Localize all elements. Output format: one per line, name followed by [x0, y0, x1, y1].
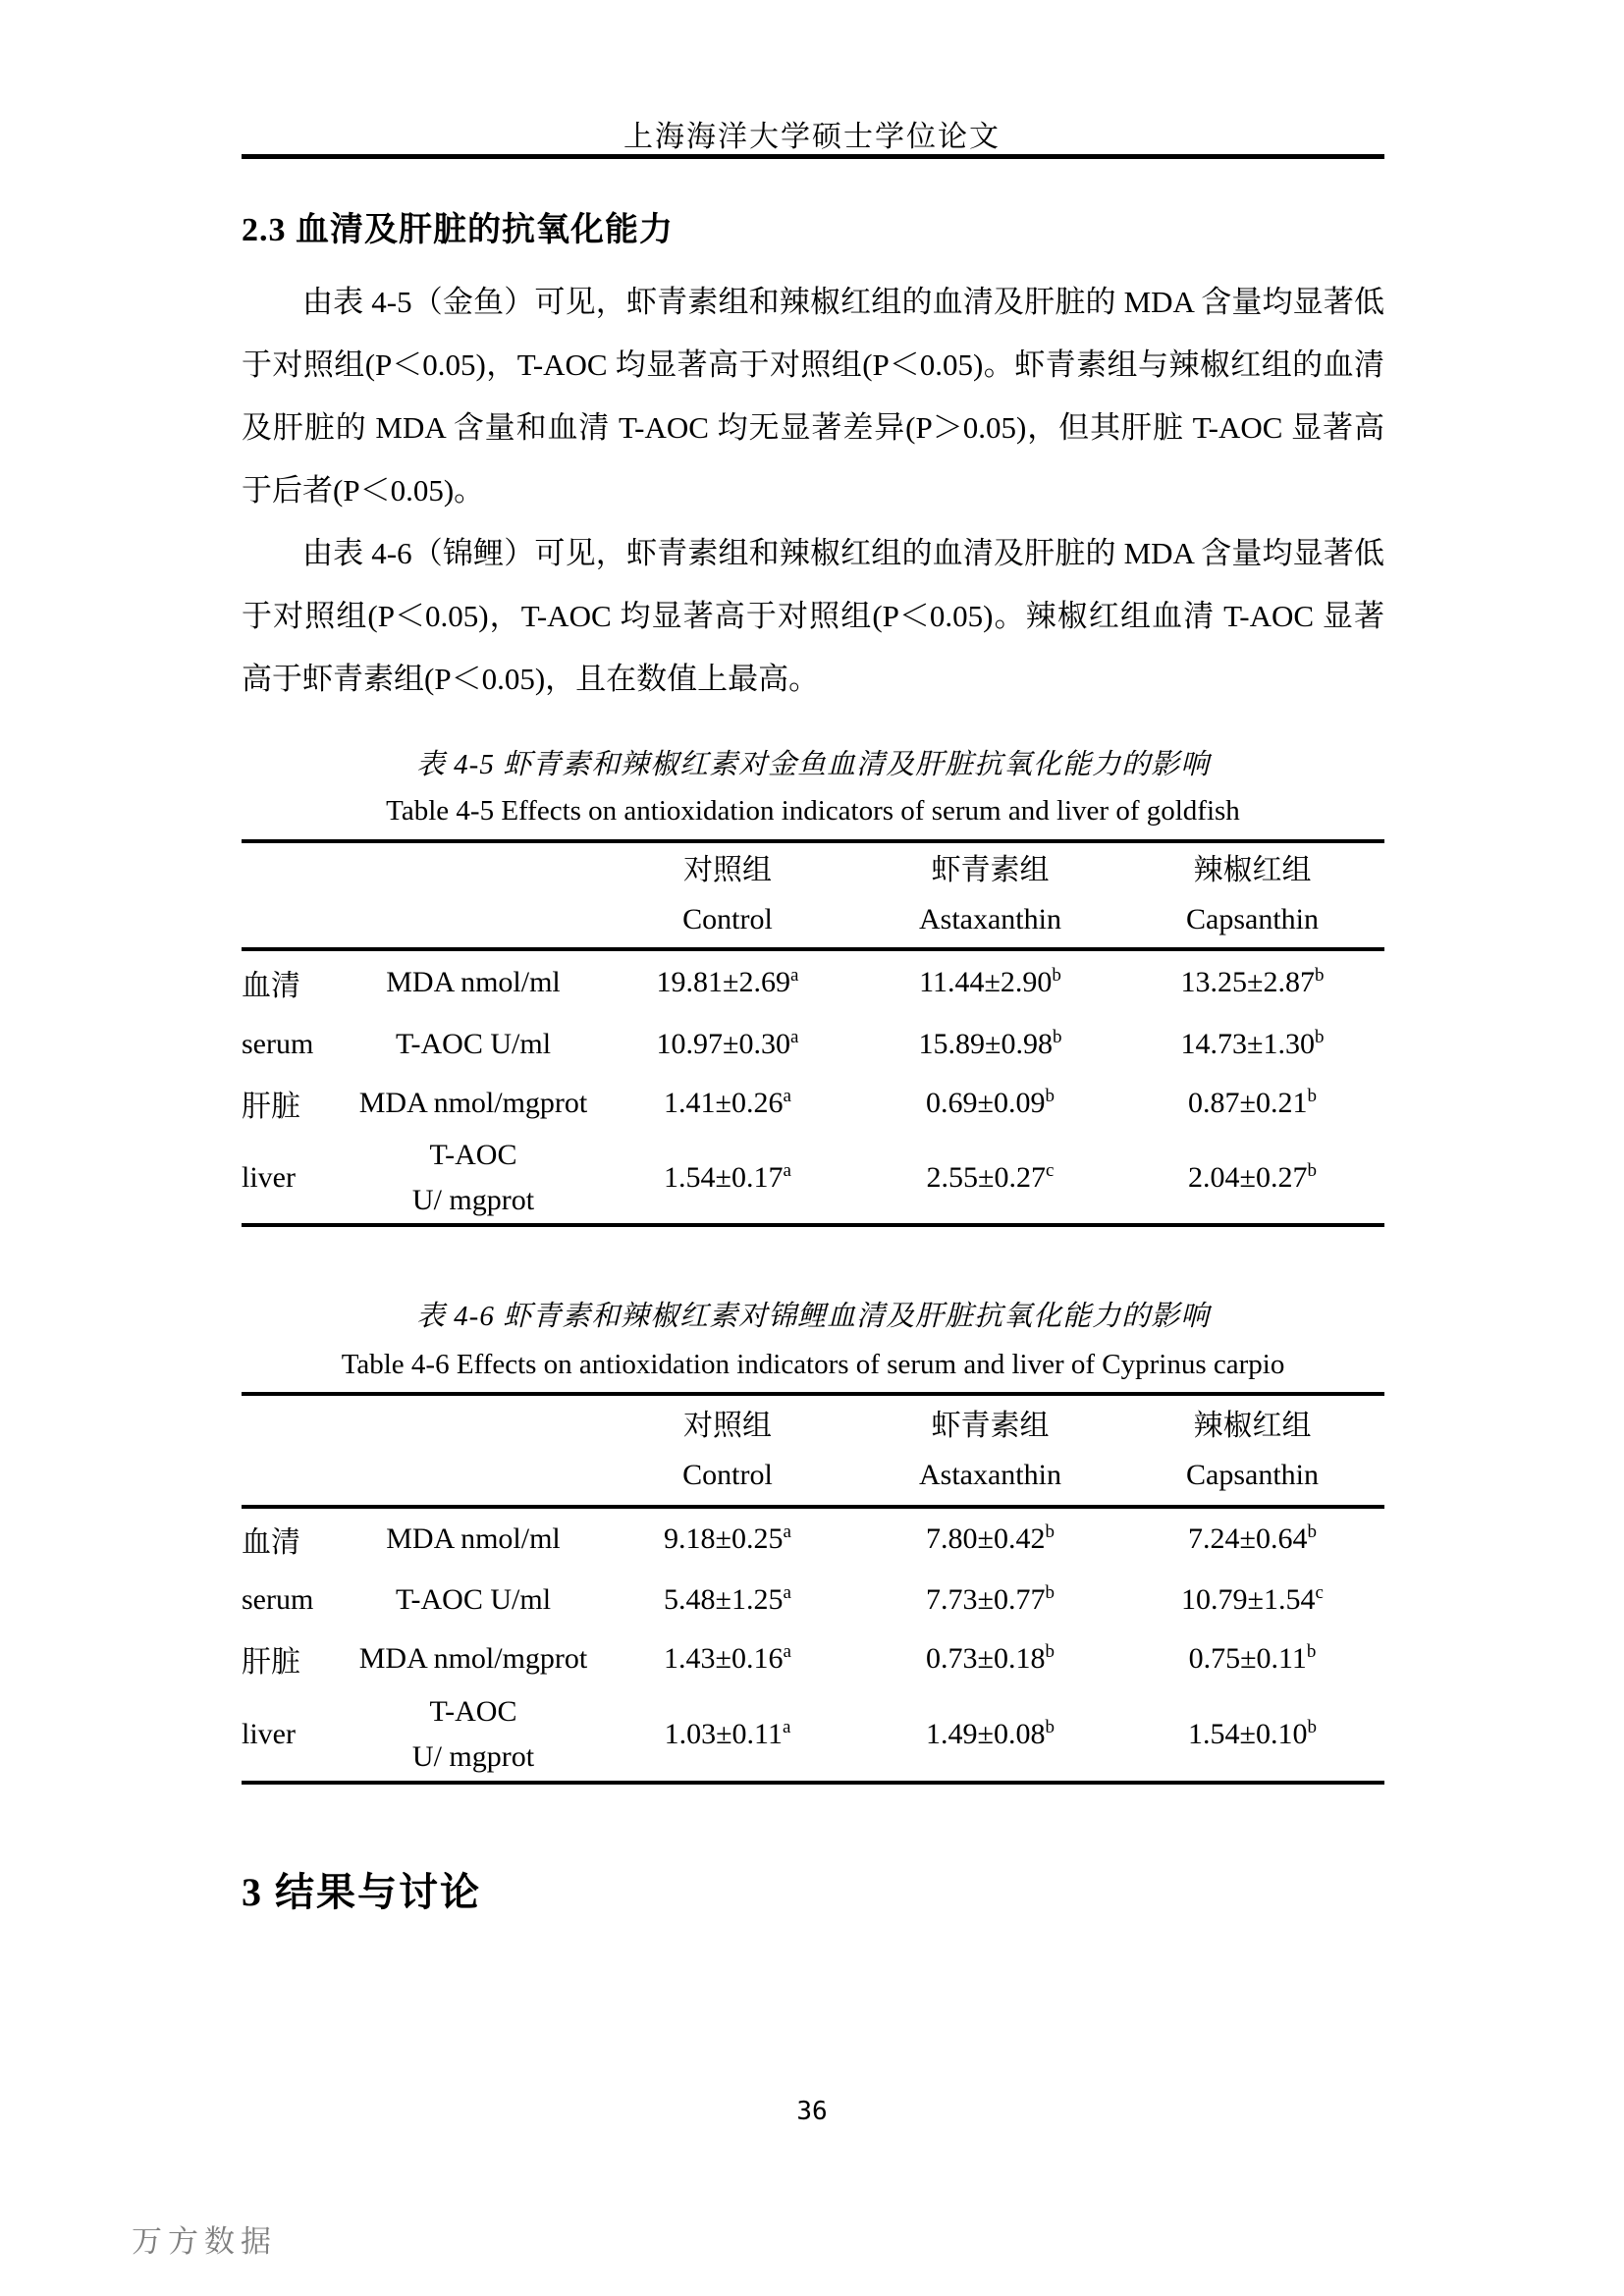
- table-4-6-caption-zh: 表 4-6 虾青素和辣椒红素对锦鲤血清及肝脏抗氧化能力的影响: [415, 1301, 1211, 1332]
- row-indicator: T-AOC U/ml: [395, 1028, 552, 1060]
- table-4-5-caption-zh: 表 4-5 虾青素和辣椒红素对金鱼血清及肝脏抗氧化能力的影响: [415, 749, 1211, 780]
- col-header-astaxanthin: [860, 841, 1120, 949]
- value-cell: 10.79±1.54$^c$: [1181, 1582, 1324, 1616]
- sig-superscript: b: [1314, 965, 1325, 986]
- sig-superscript: b: [1045, 1522, 1055, 1542]
- sig-superscript: a: [783, 1086, 791, 1106]
- empty-cell: [352, 1394, 595, 1507]
- sig-superscript: b: [1307, 1716, 1317, 1737]
- table-4-6-caption-en: Table 4-6 Effects on antioxidation indicators of serum and liver of Cyprinus carpio: [341, 1349, 1285, 1380]
- value-cell: 1.54±0.10$^b$: [1188, 1716, 1317, 1750]
- value-cell: 15.89±0.98$^b$: [918, 1027, 1062, 1060]
- value-cell: 10.97±0.30$^a$: [656, 1027, 799, 1060]
- wanfang-watermark: 万方数据: [132, 2224, 277, 2259]
- header-rule: [242, 154, 1384, 159]
- sig-superscript: b: [1307, 1086, 1317, 1106]
- row-group-label: liver: [242, 1717, 296, 1750]
- col-header-zh: 辣椒红组: [1193, 854, 1312, 886]
- col-header-en: Astaxanthin: [919, 1458, 1061, 1491]
- col-header-capsanthin: [1120, 1394, 1384, 1507]
- value-cell: 1.03±0.11$^a$: [664, 1716, 791, 1750]
- sig-superscript: a: [790, 1027, 799, 1047]
- value-cell: 1.54±0.17$^a$: [664, 1159, 791, 1194]
- col-header-en: Capsanthin: [1186, 1458, 1319, 1491]
- sig-superscript: a: [783, 1522, 791, 1542]
- sig-superscript: a: [783, 1582, 791, 1603]
- paragraph-goldfish-results: 由表 4-5（金鱼）可见，虾青素组和辣椒红组的血清及肝脏的 MDA 含量均显著低于对照组(P＜0.05)，T-AOC 均显著高于对照组(P＜0.05)。虾青素组与辣椒红组的血清及肝脏的 MDA 含量和血清 T-AOC 均无显著差异(P＞0.05)，但其肝脏 T-AOC 显著高于后者(P＜0.05)。: [242, 285, 1384, 507]
- value-cell: 1.49±0.08$^b$: [926, 1716, 1055, 1750]
- table-row: [242, 1630, 1384, 1687]
- value-cell: 14.73±1.30$^b$: [1180, 1027, 1325, 1060]
- row-group-label: 血清: [242, 1526, 300, 1559]
- table-row: [242, 949, 1384, 1014]
- table-4-6-header-row: [242, 1394, 1384, 1507]
- page-number: 36: [796, 2097, 828, 2126]
- value-cell: 0.75±0.11$^b$: [1188, 1641, 1317, 1675]
- col-header-en: Capsanthin: [1186, 903, 1319, 935]
- running-header-title: 上海海洋大学硕士学位论文: [623, 121, 1001, 153]
- row-group-label: serum: [242, 1028, 314, 1060]
- sig-superscript: b: [1307, 1159, 1317, 1181]
- value-cell: 0.69±0.09$^b$: [926, 1086, 1055, 1119]
- row-group-label: liver: [242, 1160, 296, 1194]
- table-4-5-caption-en: Table 4-5 Effects on antioxidation indicators of serum and liver of goldfish: [386, 795, 1240, 827]
- empty-cell: [242, 1394, 352, 1507]
- col-header-zh: 辣椒红组: [1193, 1409, 1312, 1442]
- row-group-label: 肝脏: [242, 1646, 300, 1679]
- empty-cell: [352, 841, 595, 949]
- sig-superscript: b: [1045, 1086, 1055, 1106]
- row-indicator: T-AOC U/ml: [395, 1583, 552, 1616]
- sig-superscript: a: [782, 1716, 791, 1737]
- value-cell: 7.80±0.42$^b$: [926, 1522, 1055, 1555]
- row-group-label: serum: [242, 1583, 314, 1616]
- col-header-zh: 虾青素组: [931, 1409, 1050, 1442]
- table-row: [242, 1014, 1384, 1075]
- table-row: [242, 1687, 1384, 1783]
- paragraph-carpio-results: 由表 4-6（锦鲤）可见，虾青素组和辣椒红组的血清及肝脏的 MDA 含量均显著低于对照组(P＜0.05)，T-AOC 均显著高于对照组(P＜0.05)。辣椒红组血清 T-AOC 显著高于虾青素组(P＜0.05)，且在数值上最高。: [242, 536, 1384, 696]
- section-3-heading: 3 结果与讨论: [242, 1870, 481, 1914]
- row-group-label: 肝脏: [242, 1091, 300, 1123]
- value-cell: 19.81±2.69$^a$: [656, 965, 799, 998]
- value-cell: 11.44±2.90$^b$: [919, 965, 1061, 998]
- row-indicator: MDA nmol/mgprot: [358, 1087, 588, 1119]
- col-header-en: Astaxanthin: [919, 903, 1061, 935]
- col-header-zh: 对照组: [683, 854, 772, 886]
- row-group-label: 血清: [242, 970, 300, 1002]
- value-cell: 13.25±2.87$^b$: [1180, 965, 1325, 998]
- value-cell: 5.48±1.25$^a$: [664, 1582, 791, 1616]
- sig-superscript: a: [790, 965, 799, 986]
- table-4-6: [242, 1392, 1384, 1785]
- row-indicator: T-AOC U/ mgprot: [411, 1694, 535, 1773]
- value-cell: 1.41±0.26$^a$: [664, 1086, 791, 1119]
- value-cell: 0.73±0.18$^b$: [926, 1641, 1055, 1675]
- section-2-3-heading: 2.3 血清及肝脏的抗氧化能力: [242, 212, 674, 248]
- sig-superscript: c: [1315, 1582, 1324, 1603]
- value-cell: 2.55±0.27$^c$: [926, 1159, 1055, 1194]
- row-indicator: T-AOC U/ mgprot: [411, 1138, 535, 1216]
- sig-superscript: b: [1045, 1716, 1055, 1737]
- value-cell: 9.18±0.25$^a$: [664, 1522, 791, 1555]
- col-header-zh: 对照组: [683, 1409, 772, 1442]
- table-row: [242, 1132, 1384, 1225]
- empty-cell: [242, 841, 352, 949]
- col-header-control: [595, 1394, 860, 1507]
- sig-superscript: a: [783, 1641, 791, 1662]
- value-cell: 1.43±0.16$^a$: [664, 1641, 791, 1675]
- table-row: [242, 1570, 1384, 1630]
- col-header-astaxanthin: [860, 1394, 1120, 1507]
- sig-superscript: b: [1307, 1522, 1317, 1542]
- sig-superscript: a: [783, 1159, 791, 1181]
- sig-superscript: b: [1045, 1582, 1055, 1603]
- value-cell: 7.73±0.77$^b$: [926, 1582, 1055, 1616]
- table-row: [242, 1507, 1384, 1570]
- col-header-en: Control: [682, 1458, 773, 1491]
- sig-superscript: b: [1052, 1027, 1062, 1047]
- sig-superscript: b: [1306, 1641, 1317, 1662]
- value-cell: 7.24±0.64$^b$: [1188, 1522, 1317, 1555]
- sig-superscript: b: [1045, 1641, 1055, 1662]
- row-indicator: MDA nmol/mgprot: [358, 1642, 588, 1675]
- sig-superscript: c: [1046, 1159, 1055, 1181]
- table-4-5: [242, 839, 1384, 1227]
- row-indicator: MDA nmol/ml: [386, 966, 561, 998]
- value-cell: 2.04±0.27$^b$: [1188, 1159, 1317, 1194]
- sig-superscript: b: [1314, 1027, 1325, 1047]
- col-header-control: [595, 841, 860, 949]
- table-row: [242, 1075, 1384, 1132]
- col-header-capsanthin: [1120, 841, 1384, 949]
- value-cell: 0.87±0.21$^b$: [1188, 1086, 1317, 1119]
- row-indicator: MDA nmol/ml: [386, 1522, 561, 1555]
- table-4-5-header-row: [242, 841, 1384, 949]
- sig-superscript: b: [1052, 965, 1061, 986]
- col-header-en: Control: [682, 903, 773, 935]
- col-header-zh: 虾青素组: [931, 854, 1050, 886]
